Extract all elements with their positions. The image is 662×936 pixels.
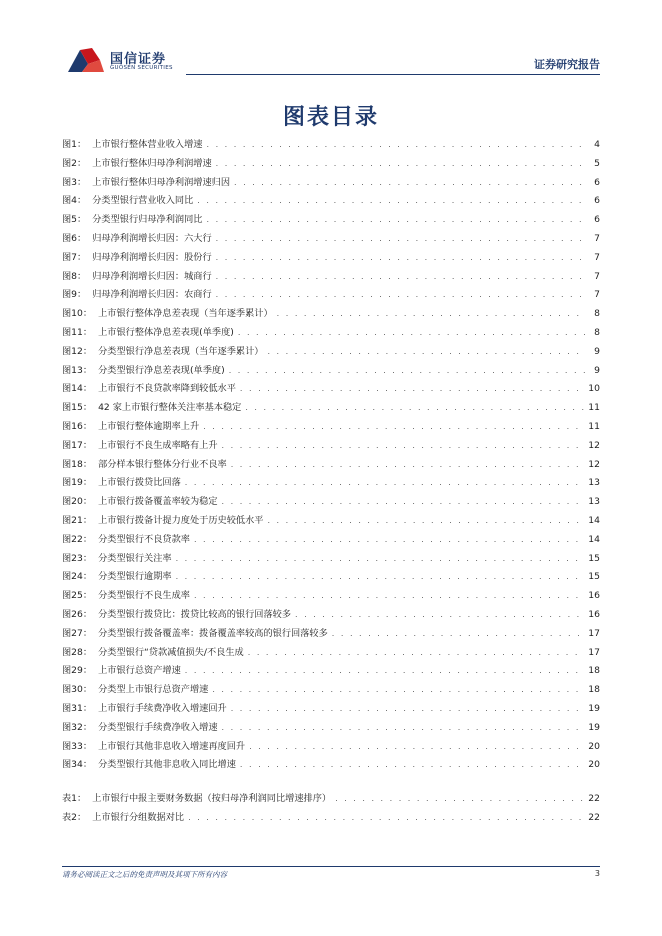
figure-entry[interactable] xyxy=(62,192,600,211)
guosen-logo-icon xyxy=(66,46,106,74)
figure-entry[interactable] xyxy=(62,681,600,700)
figure-page-number: 7 xyxy=(594,270,600,282)
figure-page-number: 15 xyxy=(588,552,600,564)
figure-page-number: 18 xyxy=(588,684,600,696)
dot-leader xyxy=(240,380,584,399)
figure-page-number: 9 xyxy=(594,345,600,357)
figure-entry[interactable] xyxy=(62,625,600,644)
dot-leader xyxy=(203,418,584,437)
figure-label: 图33： xyxy=(62,740,93,752)
figure-title: 上市银行总资产增速 xyxy=(98,665,181,677)
figure-title: 上市银行手续费净收入增速回升 xyxy=(98,702,227,714)
dot-leader xyxy=(277,305,586,324)
page-title: 图表目录 xyxy=(282,105,379,130)
dot-leader xyxy=(267,343,586,362)
figure-page-number: 6 xyxy=(594,195,600,207)
dot-leader xyxy=(176,550,585,569)
figure-label: 图13： xyxy=(62,364,93,376)
figure-entry[interactable] xyxy=(62,249,600,268)
figure-page-number: 14 xyxy=(588,533,600,545)
figure-entry[interactable] xyxy=(62,437,600,456)
dot-leader xyxy=(222,437,585,456)
figure-page-number: 14 xyxy=(588,514,600,526)
figure-page-number: 19 xyxy=(588,702,600,714)
figure-label: 图4： xyxy=(62,195,87,207)
footer-disclaimer: 请务必阅读正文之后的免责声明及其项下所有内容 xyxy=(62,870,227,879)
figure-entry[interactable] xyxy=(62,531,600,550)
figure-title: 归母净利润增长归因：股份行 xyxy=(92,251,212,263)
dot-leader xyxy=(188,809,584,828)
table-title: 上市银行中报主要财务数据（按归母净利润同比增速排序） xyxy=(92,793,332,805)
figure-entry[interactable] xyxy=(62,644,600,663)
figure-entry[interactable] xyxy=(62,343,600,362)
figure-label: 图30： xyxy=(62,684,93,696)
figure-page-number: 7 xyxy=(594,251,600,263)
figure-title: 上市银行整体归母净利润增速归因 xyxy=(92,176,231,188)
figure-label: 图24： xyxy=(62,571,93,583)
figure-title: 分类型银行归母净利润同比 xyxy=(92,214,203,226)
figure-label: 图19： xyxy=(62,477,93,489)
dot-leader xyxy=(216,155,586,174)
figure-entry[interactable] xyxy=(62,211,600,230)
figure-label: 图21： xyxy=(62,514,93,526)
dot-leader xyxy=(234,174,586,193)
figure-page-number: 10 xyxy=(588,383,600,395)
logo-text-en: GUOSEN SECURITIES xyxy=(110,65,173,71)
dot-leader xyxy=(332,625,585,644)
figure-title: 部分样本银行整体分行业不良率 xyxy=(98,458,227,470)
dot-leader xyxy=(231,456,585,475)
figure-title: 上市银行不良贷款率降到较低水平 xyxy=(98,383,236,395)
figure-entry[interactable] xyxy=(62,305,600,324)
dot-leader xyxy=(185,474,585,493)
figure-label: 图6： xyxy=(62,232,87,244)
figure-page-number: 13 xyxy=(588,477,600,489)
dot-leader xyxy=(238,324,586,343)
figure-title: 上市银行整体逾期率上升 xyxy=(98,420,200,432)
figure-entry[interactable] xyxy=(62,587,600,606)
dot-leader xyxy=(206,136,586,155)
dot-leader xyxy=(176,568,585,587)
dot-leader xyxy=(335,790,584,809)
figure-entry[interactable] xyxy=(62,418,600,437)
figure-label: 图22： xyxy=(62,533,93,545)
figure-page-number: 16 xyxy=(588,608,600,620)
figure-table-of-contents xyxy=(62,136,600,828)
figure-entry[interactable] xyxy=(62,550,600,569)
figure-label: 图23： xyxy=(62,552,93,564)
table-entry[interactable] xyxy=(62,790,600,809)
figure-title: 上市银行不良生成率略有上升 xyxy=(98,439,218,451)
dot-leader xyxy=(206,211,586,230)
dot-leader xyxy=(240,756,584,775)
figure-title: 上市银行整体归母净利润增速 xyxy=(92,157,212,169)
figure-title: 归母净利润增长归因：农商行 xyxy=(92,289,212,301)
dot-leader xyxy=(212,681,584,700)
figure-entry[interactable] xyxy=(62,362,600,381)
dot-leader xyxy=(194,587,584,606)
dot-leader xyxy=(267,512,584,531)
figure-label: 图34： xyxy=(62,759,93,771)
figure-label: 图3： xyxy=(62,176,87,188)
figure-label: 图26： xyxy=(62,608,93,620)
section-gap xyxy=(62,775,600,790)
figure-page-number: 16 xyxy=(588,590,600,602)
figure-page-number: 9 xyxy=(594,364,600,376)
figure-entry[interactable] xyxy=(62,174,600,193)
figure-title: 分类型银行营业收入同比 xyxy=(92,195,194,207)
figure-page-number: 17 xyxy=(588,627,600,639)
figure-label: 图25： xyxy=(62,590,93,602)
figure-label: 图9： xyxy=(62,289,87,301)
figure-title: 上市银行拨贷比回落 xyxy=(98,477,181,489)
figure-title: 上市银行整体营业收入增速 xyxy=(92,139,203,150)
figure-label: 图8： xyxy=(62,270,87,282)
figure-label: 图5： xyxy=(62,214,87,226)
table-label: 表1： xyxy=(62,793,87,805)
figure-page-number: 4 xyxy=(594,139,600,150)
figure-label: 图16： xyxy=(62,420,93,432)
logo-text-cn: 国信证券 xyxy=(110,52,167,67)
figure-page-number: 18 xyxy=(588,665,600,677)
figure-entry[interactable] xyxy=(62,286,600,305)
figure-entry[interactable] xyxy=(62,136,600,155)
figure-entry[interactable] xyxy=(62,756,600,775)
figure-entry[interactable] xyxy=(62,568,600,587)
figure-entry[interactable] xyxy=(62,155,600,174)
dot-leader xyxy=(216,230,586,249)
dot-leader xyxy=(222,719,585,738)
figure-entry[interactable] xyxy=(62,719,600,738)
dot-leader xyxy=(229,362,586,381)
table-page-number: 22 xyxy=(588,793,600,805)
figure-page-number: 15 xyxy=(588,571,600,583)
figure-label: 图28： xyxy=(62,646,93,658)
figure-entry[interactable] xyxy=(62,474,600,493)
figure-entry[interactable] xyxy=(62,662,600,681)
figure-title: 分类型银行手续费净收入增速 xyxy=(98,721,218,733)
figure-label: 图15： xyxy=(62,402,93,414)
figure-entry[interactable] xyxy=(62,230,600,249)
figure-page-number: 12 xyxy=(588,439,600,451)
figure-page-number: 19 xyxy=(588,721,600,733)
figure-title: 分类型银行逾期率 xyxy=(98,571,172,583)
figure-page-number: 20 xyxy=(588,759,600,771)
figure-page-number: 7 xyxy=(594,232,600,244)
figure-entry[interactable] xyxy=(62,512,600,531)
figure-page-number: 17 xyxy=(588,646,600,658)
figure-page-number: 5 xyxy=(594,157,600,169)
page-header xyxy=(0,0,662,80)
table-page-number: 22 xyxy=(588,811,600,823)
figure-title: 上市银行整体净息差表现(单季度) xyxy=(98,326,234,338)
figure-label: 图1： xyxy=(62,139,87,150)
figure-title: 上市银行其他非息收入增速再度回升 xyxy=(98,740,246,752)
dot-leader xyxy=(295,606,584,625)
dot-leader xyxy=(222,493,585,512)
figure-label: 图10： xyxy=(62,308,93,320)
footer-divider xyxy=(62,866,600,867)
figure-title: 上市银行拨备覆盖率较为稳定 xyxy=(98,496,218,508)
figure-label: 图17： xyxy=(62,439,93,451)
figure-page-number: 6 xyxy=(594,176,600,188)
figure-title: 分类型银行拨贷比：拨贷比较高的银行回落较多 xyxy=(98,608,292,620)
figure-label: 图32： xyxy=(62,721,93,733)
figure-title: 分类型银行其他非息收入同比增速 xyxy=(98,759,236,771)
figure-title: 分类型银行“贷款减值损失/不良生成 xyxy=(98,646,244,658)
figure-label: 图12： xyxy=(62,345,93,357)
figure-title: 上市银行整体净息差表现（当年逐季累计） xyxy=(98,308,273,320)
figure-title: 分类型银行净息差表现(单季度) xyxy=(98,364,225,376)
figure-page-number: 6 xyxy=(594,214,600,226)
figure-entry[interactable] xyxy=(62,456,600,475)
dot-leader xyxy=(216,268,586,287)
figure-label: 图27： xyxy=(62,627,93,639)
table-title: 上市银行分组数据对比 xyxy=(92,811,185,823)
figure-label: 图11： xyxy=(62,326,93,338)
table-entry[interactable] xyxy=(62,809,600,828)
figure-page-number: 8 xyxy=(594,326,600,338)
figure-label: 图29： xyxy=(62,665,93,677)
figure-page-number: 13 xyxy=(588,496,600,508)
figure-title: 分类型银行不良贷款率 xyxy=(98,533,190,545)
dot-leader xyxy=(197,192,586,211)
figure-title: 分类型上市银行总资产增速 xyxy=(98,684,209,696)
figure-label: 图20： xyxy=(62,496,93,508)
figure-label: 图14： xyxy=(62,383,93,395)
figure-entry[interactable] xyxy=(62,493,600,512)
figure-entry[interactable] xyxy=(62,268,600,287)
dot-leader xyxy=(185,662,585,681)
figure-page-number: 11 xyxy=(588,402,600,414)
figure-page-number: 12 xyxy=(588,458,600,470)
dot-leader xyxy=(216,249,586,268)
figure-label: 图2： xyxy=(62,157,87,169)
figure-entry[interactable] xyxy=(62,380,600,399)
figure-entry[interactable] xyxy=(62,700,600,719)
figure-title: 分类型银行关注率 xyxy=(98,552,172,564)
dot-leader xyxy=(245,399,584,418)
table-label: 表2： xyxy=(62,811,87,823)
figure-page-number: 20 xyxy=(588,740,600,752)
dot-leader xyxy=(248,644,585,663)
report-type-label: 证券研究报告 xyxy=(534,58,600,71)
figure-title: 上市银行拨备计提力度处于历史较低水平 xyxy=(98,514,264,526)
figure-title: 归母净利润增长归因：六大行 xyxy=(92,232,212,244)
figure-title: 42 家上市银行整体关注率基本稳定 xyxy=(98,402,242,414)
figure-title: 分类型银行拨备覆盖率：拨备覆盖率较高的银行回落较多 xyxy=(98,627,328,639)
figure-title: 分类型银行不良生成率 xyxy=(98,590,190,602)
figure-title: 归母净利润增长归因：城商行 xyxy=(92,270,212,282)
page-number: 3 xyxy=(594,869,600,878)
figure-title: 分类型银行净息差表现（当年逐季累计） xyxy=(98,345,264,357)
figure-entry[interactable] xyxy=(62,324,600,343)
dot-leader xyxy=(194,531,584,550)
figure-entry[interactable] xyxy=(62,399,600,418)
dot-leader xyxy=(249,738,584,757)
header-divider xyxy=(186,74,600,75)
figure-label: 图31： xyxy=(62,702,93,714)
dot-leader xyxy=(231,700,585,719)
guosen-logo xyxy=(66,46,186,76)
figure-entry[interactable] xyxy=(62,738,600,757)
figure-page-number: 11 xyxy=(588,420,600,432)
dot-leader xyxy=(216,286,586,305)
figure-label: 图18： xyxy=(62,458,93,470)
figure-page-number: 7 xyxy=(594,289,600,301)
figure-page-number: 8 xyxy=(594,308,600,320)
figure-entry[interactable] xyxy=(62,606,600,625)
figure-label: 图7： xyxy=(62,251,87,263)
